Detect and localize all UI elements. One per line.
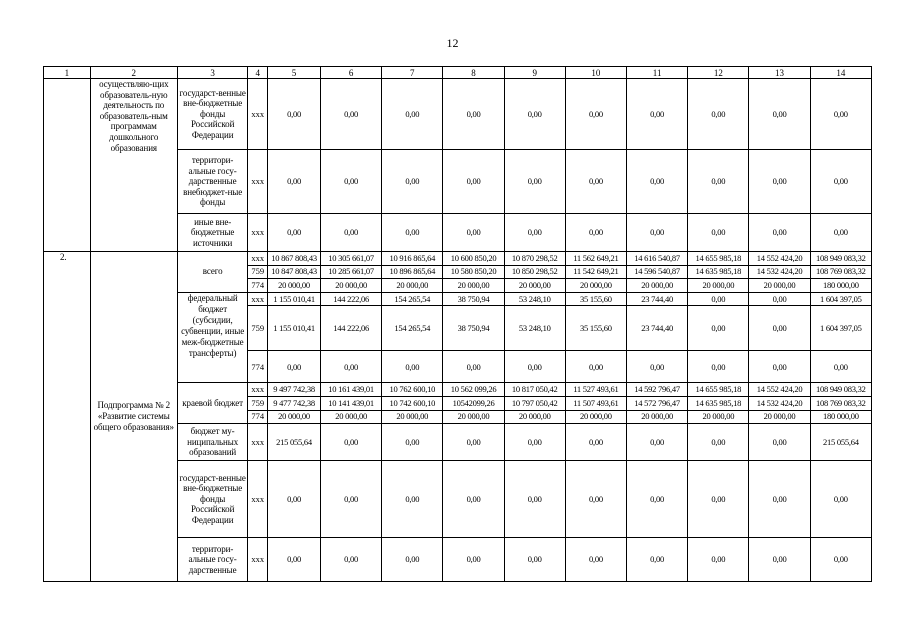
value-cell: 10 580 850,20	[443, 265, 504, 279]
value-cell: 0,00	[321, 79, 382, 150]
value-cell: 0,00	[688, 538, 749, 582]
value-cell: 35 155,60	[565, 306, 626, 351]
value-cell: 0,00	[321, 538, 382, 582]
value-cell: 14 616 540,87	[627, 252, 688, 266]
value-cell: 0,00	[443, 150, 504, 214]
value-cell: 0,00	[268, 351, 321, 383]
column-number: 14	[810, 67, 871, 79]
column-number: 3	[177, 67, 248, 79]
value-cell: 108 949 083,32	[810, 252, 871, 266]
code-cell: xxx	[248, 79, 268, 150]
program-name-continuation: осуществляю-щих образователь-ную деятельность по образователь-ным программам дошкольного образования	[90, 79, 177, 252]
value-cell: 23 744,40	[627, 306, 688, 351]
value-cell: 20 000,00	[688, 279, 749, 293]
column-number: 7	[382, 67, 443, 79]
value-cell: 0,00	[749, 351, 810, 383]
value-cell: 0,00	[810, 214, 871, 252]
source-gov-offbudget: государст-венные вне-бюджетные фонды Российской Федерации	[177, 461, 248, 538]
value-cell: 0,00	[268, 150, 321, 214]
value-cell: 38 750,94	[443, 306, 504, 351]
value-cell: 20 000,00	[565, 279, 626, 293]
value-cell: 0,00	[443, 351, 504, 383]
code-cell: 774	[248, 351, 268, 383]
value-cell: 14 532 424,20	[749, 396, 810, 410]
value-cell: 108 769 083,32	[810, 265, 871, 279]
value-cell: 53 248,10	[504, 292, 565, 306]
column-number: 9	[504, 67, 565, 79]
value-cell: 0,00	[565, 150, 626, 214]
code-cell: 759	[248, 396, 268, 410]
value-cell: 0,00	[382, 424, 443, 461]
value-cell: 20 000,00	[382, 410, 443, 424]
row-number-cell	[44, 79, 91, 252]
value-cell: 10 870 298,52	[504, 252, 565, 266]
value-cell: 14 655 985,18	[688, 252, 749, 266]
value-cell: 10 285 661,07	[321, 265, 382, 279]
value-cell: 0,00	[810, 150, 871, 214]
value-cell: 20 000,00	[627, 279, 688, 293]
table-row	[44, 79, 872, 150]
column-numbers-row	[44, 67, 872, 79]
code-cell: xxx	[248, 150, 268, 214]
row-number: 2.	[44, 252, 91, 582]
value-cell: 14 635 985,18	[688, 396, 749, 410]
value-cell: 20 000,00	[749, 410, 810, 424]
column-number: 4	[248, 67, 268, 79]
value-cell: 0,00	[565, 424, 626, 461]
source-municipal: бюджет му-ниципальных образований	[177, 424, 248, 461]
value-cell: 10542099,26	[443, 396, 504, 410]
value-cell: 0,00	[565, 461, 626, 538]
value-cell: 10 847 808,43	[268, 265, 321, 279]
source-other: иные вне-бюджетные источники	[177, 214, 248, 252]
value-cell: 0,00	[627, 79, 688, 150]
source-total: всего	[177, 252, 248, 293]
value-cell: 20 000,00	[268, 279, 321, 293]
value-cell: 0,00	[504, 538, 565, 582]
value-cell: 0,00	[688, 214, 749, 252]
value-cell: 20 000,00	[688, 410, 749, 424]
value-cell: 0,00	[565, 79, 626, 150]
value-cell: 20 000,00	[749, 279, 810, 293]
page-number: 12	[446, 36, 459, 50]
value-cell: 0,00	[268, 461, 321, 538]
value-cell: 20 000,00	[504, 410, 565, 424]
value-cell: 9 497 742,38	[268, 383, 321, 397]
column-number: 11	[627, 67, 688, 79]
value-cell: 0,00	[321, 351, 382, 383]
value-cell: 0,00	[749, 79, 810, 150]
value-cell: 0,00	[810, 538, 871, 582]
value-cell: 10 850 298,52	[504, 265, 565, 279]
value-cell: 0,00	[504, 461, 565, 538]
value-cell: 0,00	[382, 79, 443, 150]
value-cell: 20 000,00	[321, 410, 382, 424]
value-cell: 20 000,00	[443, 410, 504, 424]
value-cell: 0,00	[382, 150, 443, 214]
value-cell: 215 055,64	[810, 424, 871, 461]
value-cell: 0,00	[627, 214, 688, 252]
value-cell: 20 000,00	[443, 279, 504, 293]
value-cell: 20 000,00	[268, 410, 321, 424]
code-cell: xxx	[248, 461, 268, 538]
value-cell: 0,00	[749, 292, 810, 306]
value-cell: 0,00	[443, 461, 504, 538]
value-cell: 20 000,00	[504, 279, 565, 293]
value-cell: 0,00	[810, 79, 871, 150]
value-cell: 0,00	[627, 538, 688, 582]
value-cell: 9 477 742,38	[268, 396, 321, 410]
value-cell: 0,00	[443, 214, 504, 252]
value-cell: 23 744,40	[627, 292, 688, 306]
value-cell: 180 000,00	[810, 279, 871, 293]
value-cell: 10 916 865,64	[382, 252, 443, 266]
column-number: 6	[321, 67, 382, 79]
code-cell: xxx	[248, 424, 268, 461]
value-cell: 0,00	[749, 150, 810, 214]
value-cell: 0,00	[504, 424, 565, 461]
source-regional: краевой бюджет	[177, 383, 248, 424]
value-cell: 0,00	[810, 461, 871, 538]
code-cell: xxx	[248, 292, 268, 306]
value-cell: 0,00	[749, 214, 810, 252]
value-cell: 0,00	[565, 351, 626, 383]
value-cell: 144 222,06	[321, 306, 382, 351]
value-cell: 10 867 808,43	[268, 252, 321, 266]
value-cell: 0,00	[443, 79, 504, 150]
source-territorial-funds: территори-альные госу-дарственные внебюджет-ные фонды	[177, 150, 248, 214]
code-cell: 774	[248, 410, 268, 424]
value-cell: 14 635 985,18	[688, 265, 749, 279]
column-number: 5	[268, 67, 321, 79]
value-cell: 14 596 540,87	[627, 265, 688, 279]
value-cell: 10 600 850,20	[443, 252, 504, 266]
value-cell: 10 562 099,26	[443, 383, 504, 397]
value-cell: 0,00	[382, 351, 443, 383]
value-cell: 10 161 439,01	[321, 383, 382, 397]
column-number: 1	[44, 67, 91, 79]
value-cell: 180 000,00	[810, 410, 871, 424]
value-cell: 11 562 649,21	[565, 252, 626, 266]
value-cell: 0,00	[268, 79, 321, 150]
value-cell: 10 141 439,01	[321, 396, 382, 410]
value-cell: 0,00	[688, 79, 749, 150]
value-cell: 20 000,00	[627, 410, 688, 424]
value-cell: 108 769 083,32	[810, 396, 871, 410]
value-cell: 0,00	[382, 538, 443, 582]
value-cell: 0,00	[688, 150, 749, 214]
value-cell: 0,00	[627, 461, 688, 538]
value-cell: 0,00	[688, 424, 749, 461]
value-cell: 0,00	[688, 351, 749, 383]
value-cell: 0,00	[443, 538, 504, 582]
value-cell: 0,00	[268, 214, 321, 252]
source-federal: федеральный бюджет (субсидии, субвенции, иные меж-бюджетные трансферты)	[177, 292, 248, 383]
value-cell: 10 797 050,42	[504, 396, 565, 410]
column-number: 8	[443, 67, 504, 79]
value-cell: 0,00	[749, 461, 810, 538]
value-cell: 10 896 865,64	[382, 265, 443, 279]
value-cell: 20 000,00	[382, 279, 443, 293]
value-cell: 0,00	[504, 214, 565, 252]
value-cell: 10 305 661,07	[321, 252, 382, 266]
value-cell: 0,00	[688, 306, 749, 351]
value-cell: 1 155 010,41	[268, 292, 321, 306]
code-cell: xxx	[248, 214, 268, 252]
code-cell: 774	[248, 279, 268, 293]
value-cell: 154 265,54	[382, 292, 443, 306]
code-cell: xxx	[248, 383, 268, 397]
code-cell: xxx	[248, 252, 268, 266]
value-cell: 154 265,54	[382, 306, 443, 351]
value-cell: 14 572 796,47	[627, 396, 688, 410]
value-cell: 0,00	[504, 79, 565, 150]
value-cell: 215 055,64	[268, 424, 321, 461]
value-cell: 0,00	[504, 150, 565, 214]
value-cell: 11 527 493,61	[565, 383, 626, 397]
value-cell: 10 762 600,10	[382, 383, 443, 397]
column-number: 13	[749, 67, 810, 79]
subprogram-name: Подпрограмма № 2 «Развитие системы общего образования»	[90, 252, 177, 582]
table-row	[44, 252, 872, 266]
value-cell: 108 949 083,32	[810, 383, 871, 397]
code-cell: 759	[248, 306, 268, 351]
value-cell: 11 542 649,21	[565, 265, 626, 279]
source-gov-offbudget: государст-венные вне-бюджетные фонды Российской Федерации	[177, 79, 248, 150]
value-cell: 0,00	[321, 214, 382, 252]
value-cell: 0,00	[688, 461, 749, 538]
value-cell: 0,00	[321, 150, 382, 214]
value-cell: 10 742 600,10	[382, 396, 443, 410]
value-cell: 0,00	[382, 461, 443, 538]
value-cell: 14 552 424,20	[749, 383, 810, 397]
value-cell: 1 155 010,41	[268, 306, 321, 351]
value-cell: 20 000,00	[321, 279, 382, 293]
value-cell: 0,00	[810, 351, 871, 383]
value-cell: 0,00	[565, 214, 626, 252]
value-cell: 0,00	[749, 306, 810, 351]
column-number: 2	[90, 67, 177, 79]
value-cell: 0,00	[749, 538, 810, 582]
value-cell: 144 222,06	[321, 292, 382, 306]
code-cell: xxx	[248, 538, 268, 582]
value-cell: 0,00	[382, 214, 443, 252]
value-cell: 0,00	[627, 424, 688, 461]
value-cell: 0,00	[688, 292, 749, 306]
value-cell: 53 248,10	[504, 306, 565, 351]
code-cell: 759	[248, 265, 268, 279]
value-cell: 0,00	[268, 538, 321, 582]
value-cell: 20 000,00	[565, 410, 626, 424]
value-cell: 0,00	[627, 150, 688, 214]
value-cell: 11 507 493,61	[565, 396, 626, 410]
value-cell: 0,00	[504, 351, 565, 383]
funding-table	[43, 66, 872, 582]
value-cell: 0,00	[565, 538, 626, 582]
value-cell: 10 817 050,42	[504, 383, 565, 397]
value-cell: 0,00	[321, 424, 382, 461]
column-number: 10	[565, 67, 626, 79]
value-cell: 0,00	[749, 424, 810, 461]
value-cell: 0,00	[627, 351, 688, 383]
value-cell: 14 655 985,18	[688, 383, 749, 397]
value-cell: 0,00	[443, 424, 504, 461]
value-cell: 1 604 397,05	[810, 292, 871, 306]
value-cell: 0,00	[321, 461, 382, 538]
value-cell: 14 532 424,20	[749, 265, 810, 279]
column-number: 12	[688, 67, 749, 79]
value-cell: 14 552 424,20	[749, 252, 810, 266]
source-territorial-funds: территори-альные госу-дарственные	[177, 538, 248, 582]
value-cell: 14 592 796,47	[627, 383, 688, 397]
value-cell: 1 604 397,05	[810, 306, 871, 351]
value-cell: 35 155,60	[565, 292, 626, 306]
value-cell: 38 750,94	[443, 292, 504, 306]
